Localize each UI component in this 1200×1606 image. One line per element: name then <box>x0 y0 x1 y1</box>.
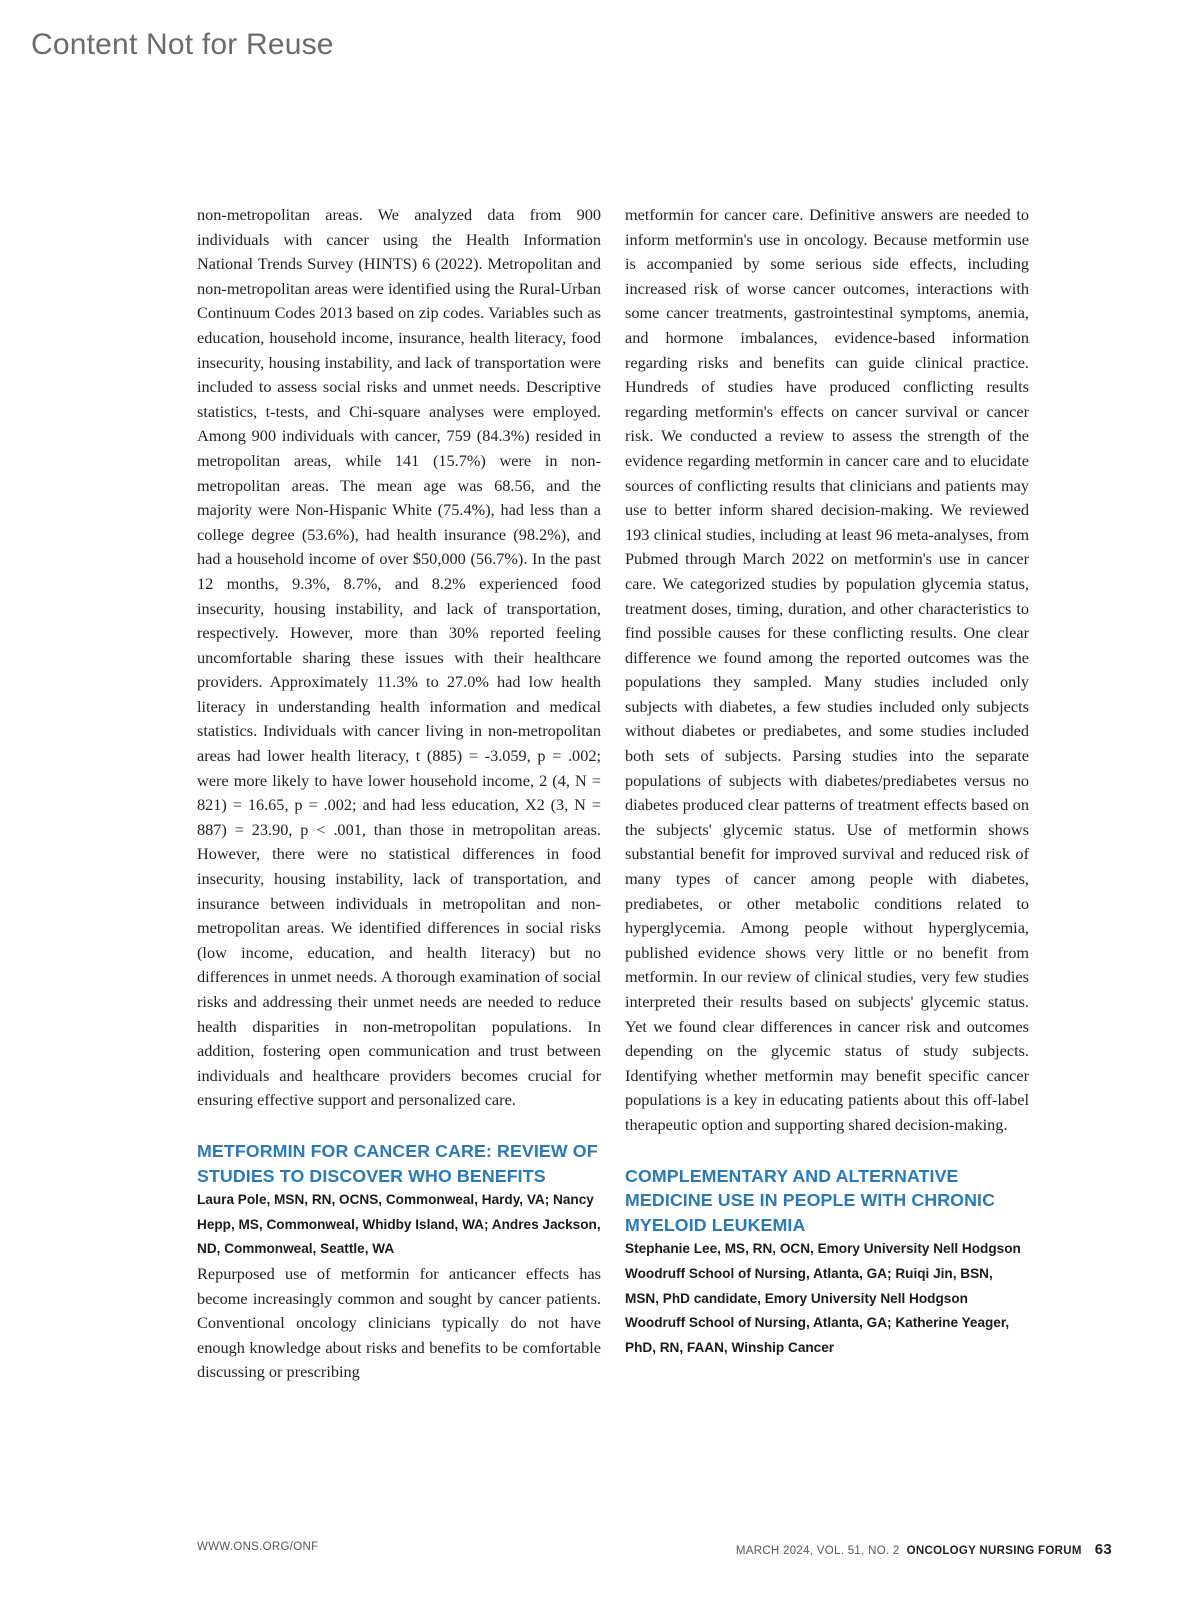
footer-issue: MARCH 2024, VOL. 51, NO. 2 <box>735 1545 900 1557</box>
section-heading-metformin: METFORMIN FOR CANCER CARE: REVIEW OF STUDIES TO DISCOVER WHO BENEFITS <box>197 1140 598 1186</box>
footer-url: WWW.ONS.ORG/ONF <box>197 1541 319 1553</box>
footer-journal-name: ONCOLOGY NURSING FORUM <box>906 1545 1082 1557</box>
left-column <box>197 203 601 1385</box>
author-list: Laura Pole, MSN, RN, OCNS, Commonweal, Hardy, VA; Nancy Hepp, MS, Commonweal, Whidby Island, WA; Andres Jackson, ND, Commonweal, Seattle, WA <box>197 1192 601 1257</box>
page-number: 63 <box>1094 1541 1112 1558</box>
footer-issue-info <box>736 1541 1112 1558</box>
watermark-text: Content Not for Reuse <box>31 28 334 61</box>
author-list: Stephanie Lee, MS, RN, OCN, Emory University Nell Hodgson Woodruff School of Nursing, Atlanta, GA; Ruiqi Jin, BSN, MSN, PhD candidate, Emory University Nell Hodgson Woodruff School of Nursing, Atlanta, GA; Katherine Yeager, PhD, RN, FAAN, Winship Cancer <box>625 1241 1021 1355</box>
section-heading-cam: COMPLEMENTARY AND ALTERNATIVE MEDICINE USE IN PEOPLE WITH CHRONIC MYELOID LEUKEMIA <box>625 1165 996 1235</box>
abstract-paragraph: metformin for cancer care. Definitive answers are needed to inform metformin's use in oncology. Because metformin use is accompanied by some serious side effects, including increased risk of worse cancer outcomes, interactions with some cancer treatments, gastrointestinal symptoms, anemia, and hormone imbalances, evidence-based information regarding risks and benefits can guide clinical practice. Hundreds of studies have produced conflicting results regarding metformin's effects on cancer survival or cancer risk. We conducted a review to assess the strength of the evidence regarding metformin in cancer care and to elucidate sources of conflicting results that clinicians and patients may use to better inform shared decision-making. We reviewed 193 clinical studies, including at least 96 meta-analyses, from Pubmed through March 2022 on metformin's use in cancer care. We categorized studies by population glycemia status, treatment doses, timing, duration, and other characteristics to find possible causes for these conflicting results. One clear difference we found among the reported outcomes was the populations they sampled. Many studies included only subjects with diabetes, a few studies included only subjects without diabetes or prediabetes, and some studies included both sets of subjects. Parsing studies into the separate populations of subjects with diabetes/prediabetes versus no diabetes produced clear patterns of treatment effects based on the subjects' glycemic status. Use of metformin shows substantial benefit for improved survival and reduced risk of many types of cancer among people with diabetes, prediabetes, or other metabolic conditions related to hyperglycemia. Among people without hyperglycemia, published evidence shows very little or no benefit from metformin. In our review of clinical studies, very few studies interpreted their results based on subjects' glycemic status. Yet we found clear differences in cancer risk and outcomes depending on the glycemic status of study subjects. Identifying whether metformin may benefit specific cancer populations is a key in educating patients about this off-label therapeutic option and supporting shared decision-making. <box>625 205 1029 1134</box>
abstract-paragraph: Repurposed use of metformin for anticancer effects has become increasingly common and sought by cancer patients. Conventional oncology clinicians typically do not have enough knowledge about risks and benefits to be comfortable discussing or prescribing <box>197 1263 601 1382</box>
abstract-paragraph: non-metropolitan areas. We analyzed data from 900 individuals with cancer using the Health Information National Trends Survey (HINTS) 6 (2022). Metropolitan and non-metropolitan areas were identified using the Rural-Urban Continuum Codes 2013 based on zip codes. Variables such as education, household income, insurance, health literacy, food insecurity, housing instability, and lack of transportation were included to assess social risks and unmet needs. Descriptive statistics, t-tests, and Chi-square analyses were employed. Among 900 individuals with cancer, 759 (84.3%) resided in metropolitan areas, while 141 (15.7%) were in non-metropolitan areas. The mean age was 68.56, and the majority were Non-Hispanic White (75.4%), had less than a college degree (53.6%), had health insurance (98.2%), and had a household income of over $50,000 (56.7%). In the past 12 months, 9.3%, 8.7%, and 8.2% experienced food insecurity, housing instability, and lack of transportation, respectively. However, more than 30% reported feeling uncomfortable sharing these issues with their healthcare providers. Approximately 11.3% to 27.0% had low health literacy in understanding health information and medical statistics. Individuals with cancer living in non-metropolitan areas had lower health literacy, t (885) = -3.059, p = .002; were more likely to have lower household income, 2 (4, N = 821) = 16.65, p = .002; and had less education, X2 (3, N = 887) = 23.90, p < .001, than those in metropolitan areas. However, there were no statistical differences in food insecurity, housing instability, lack of transportation, and insurance between individuals in metropolitan and non-metropolitan areas. We identified differences in social risks (low income, education, and health literacy) but no differences in unmet needs. A thorough examination of social risks and addressing their unmet needs are needed to reduce health disparities in non-metropolitan populations. In addition, fostering open communication and trust between individuals and healthcare providers becomes crucial for ensuring effective support and personalized care. <box>197 205 601 1110</box>
right-column <box>625 203 1029 1360</box>
